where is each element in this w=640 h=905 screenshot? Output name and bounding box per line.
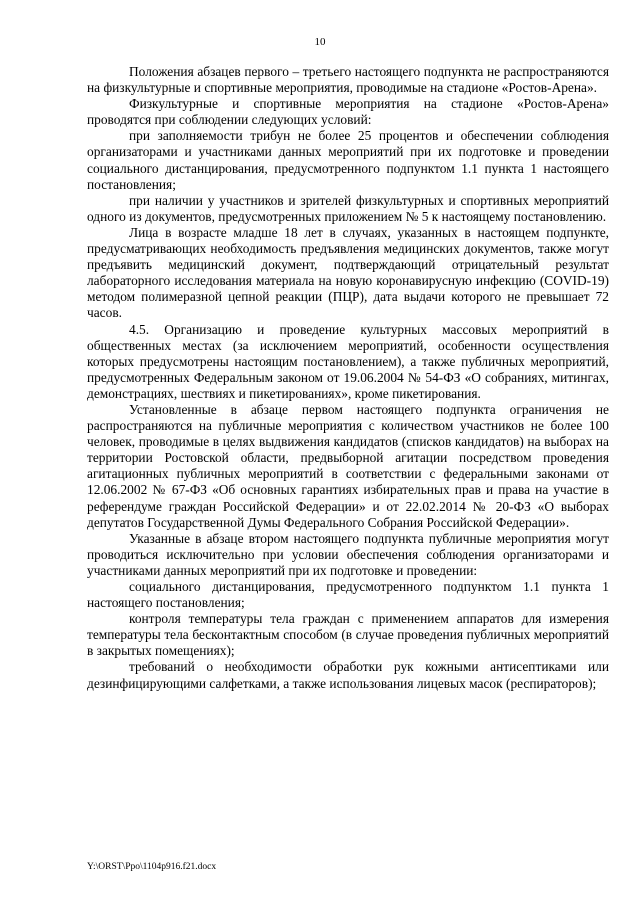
paragraph: Установленные в абзаце первом настоящего подпункта ограничения не распространяются на публичные мероприятия с количеством участников не более 100 человек, проводимые в целях выдвижения кандидатов (списков кандидатов) на выборах на территории Ростовской области, предвыборной агитации посредством проведения агитационных публичных мероприятий в соответствии с федеральными законами от 12.06.2002 № 67-ФЗ «Об основных гарантиях избирательных прав и права на участие в референдуме граждан Российской Федерации» и от 22.02.2014 № 20-ФЗ «О выборах депутатов Государственной Думы Федерального Собрания Российской Федерации». — [87, 401, 609, 530]
paragraph: социального дистанцирования, предусмотренного подпунктом 1.1 пункта 1 настоящего постановления; — [87, 579, 609, 611]
paragraph: при заполняемости трибун не более 25 процентов и обеспечении соблюдения организаторами и участниками данных мероприятий при их подготовке и проведении социального дистанцирования, предусмотренного подпунктом 1.1 пункта 1 настоящего постановления; — [87, 128, 609, 192]
footer-file-path: Y:\ORST\Ppo\1104p916.f21.docx — [87, 862, 217, 872]
paragraph: при наличии у участников и зрителей физкультурных и спортивных мероприятий одного из документов, предусмотренных приложением № 5 к настоящему постановлению. — [87, 192, 609, 224]
paragraph: Положения абзацев первого – третьего настоящего подпункта не распространяются на физкультурные и спортивные мероприятия, проводимые на стадионе «Ростов-Арена». — [87, 64, 609, 96]
document-body — [87, 64, 609, 692]
paragraph: Физкультурные и спортивные мероприятия на стадионе «Ростов-Арена» проводятся при соблюдении следующих условий: — [87, 96, 609, 128]
paragraph: Указанные в абзаце втором настоящего подпункта публичные мероприятия могут проводиться исключительно при условии обеспечения соблюдения организаторами и участниками данных мероприятий при их подготовке и проведении: — [87, 530, 609, 578]
paragraph: 4.5. Организацию и проведение культурных массовых мероприятий в общественных местах (за исключением мероприятий, особенности осуществления которых предусмотрены настоящим постановлением), а также публичных мероприятий, предусмотренных Федеральным законом от 19.06.2004 № 54-ФЗ «О собраниях, митингах, демонстрациях, шествиях и пикетированиях», кроме пикетирования. — [87, 321, 609, 401]
page-number: 10 — [314, 36, 326, 48]
paragraph: требований о необходимости обработки рук кожными антисептиками или дезинфицирующими салфетками, а также использования лицевых масок (респираторов); — [87, 659, 609, 691]
paragraph: контроля температуры тела граждан с применением аппаратов для измерения температуры тела бесконтактным способом (в случае проведения публичных мероприятий в закрытых помещениях); — [87, 611, 609, 659]
paragraph: Лица в возрасте младше 18 лет в случаях, указанных в настоящем подпункте, предусматривающих необходимость предъявления медицинских документов, также могут предъявить медицинский документ, подтверждающий отрицательный результат лабораторного исследования материала на новую коронавирусную инфекцию (COVID-19) методом полимеразной цепной реакции (ПЦР), дата выдачи которого не превышает 72 часов. — [87, 224, 609, 321]
